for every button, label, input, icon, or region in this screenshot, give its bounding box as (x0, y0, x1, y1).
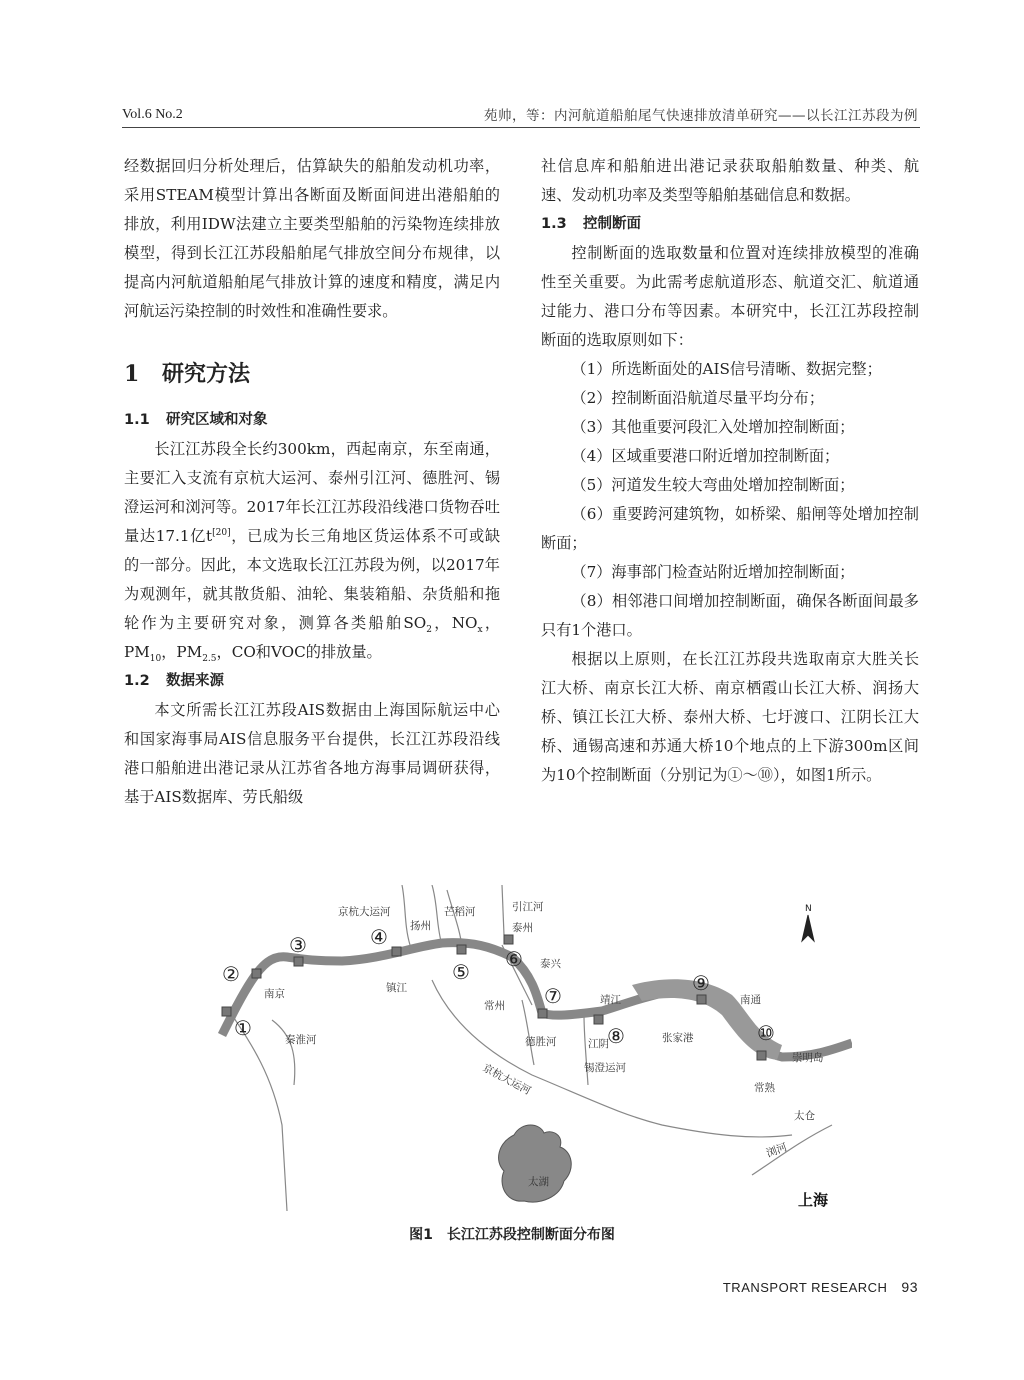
label-chongming: 崇明岛 (792, 1052, 824, 1064)
label-zhenjiang: 镇江 (386, 982, 407, 994)
list-item: （5）河道发生较大弯曲处增加控制断面； (571, 476, 855, 494)
section-label-3: ③ (289, 933, 307, 957)
label-taicang: 太仓 (794, 1110, 815, 1122)
section-label-9: ⑨ (692, 971, 710, 995)
section-heading (124, 356, 500, 392)
figure-caption: 图1 长江江苏段控制断面分布图 (409, 1227, 615, 1243)
label-liuhe: 浏河 (764, 1141, 789, 1160)
subscript: x (477, 625, 483, 636)
list-item: （3）其他重要河段汇入处增加控制断面； (571, 418, 855, 436)
label-yangzhou: 扬州 (410, 920, 431, 932)
citation: [20] (212, 527, 231, 538)
label-jinghang-bottom: 京杭大运河 (480, 1062, 533, 1098)
running-title: 苑帅，等：内河航道船舶尾气快速排放清单研究——以长江江苏段为例 (484, 108, 918, 124)
section-label-2: ② (222, 962, 240, 986)
label-zhangjiagang: 张家港 (662, 1032, 694, 1044)
subscript: 2 (426, 625, 432, 636)
subscript: 10 (149, 654, 162, 665)
list-item: （2）控制断面沿航道尽量平均分布； (571, 389, 825, 407)
label-shanghai: 上海 (798, 1191, 829, 1209)
label-mangdao: 芒稻河 (444, 906, 476, 918)
paragraph: 控制断面的选取数量和位置对连续排放模型的准确性至关重要。为此需考虑航道形态、航道交汇、航道通过能力、港口分布等因素。本研究中，长江江苏段控制断面的选取原则如下： (541, 244, 919, 349)
north-label: N (805, 904, 812, 914)
text-run: ，CO和VOC的排放量。 (216, 643, 382, 661)
list-item: （4）区域重要港口附近增加控制断面； (571, 447, 840, 465)
label-taixing: 泰兴 (540, 958, 561, 970)
label-yinjiang: 引江河 (512, 901, 544, 913)
paragraph: 社信息库和船舶进出港记录获取船舶数量、种类、航速、发动机功率及类型等船舶基础信息和数据。 (541, 157, 919, 204)
paragraph: 经数据回归分析处理后，估算缺失的船舶发动机功率，采用STEAM模型计算出各断面及断面间进出港船舶的排放，利用IDW法建立主要类型船舶的污染物连续排放模型，得到长江江苏段船舶尾气排放空间分布规律，以提高内河航道船舶尾气排放计算的速度和精度，满足内河航运污染控制的时效性和准确性要求。 (124, 157, 500, 320)
paragraph: 本文所需长江江苏段AIS数据由上海国际航运中心和国家海事局AIS信息服务平台提供，长江江苏段沿线港口船舶进出港记录从江苏省各地方海事局调研获得，基于AIS数据库、劳氏船级 (124, 701, 500, 806)
subsection-heading (541, 210, 919, 239)
subsection-heading (124, 406, 500, 435)
text-run: ，PM (124, 614, 501, 661)
label-jingjiang: 靖江 (600, 994, 621, 1006)
label-nantong: 南通 (740, 994, 761, 1006)
label-desheng: 德胜河 (525, 1036, 557, 1048)
subsection-number: 1.2 (124, 673, 150, 689)
list-item: （6）重要跨河建筑物，如桥梁、船闸等处增加控制断面； (541, 505, 919, 552)
list-item: （1）所选断面处的AIS信号清晰、数据完整； (571, 360, 882, 378)
subsection-heading (124, 667, 500, 696)
journal-volume: Vol.6 No.2 (122, 107, 183, 122)
label-taihu: 太湖 (528, 1176, 549, 1188)
section-label-5: ⑤ (452, 960, 470, 984)
figure-map (192, 885, 852, 1211)
label-xicheng: 锡澄运河 (584, 1062, 626, 1074)
label-jinghang-top: 京杭大运河 (338, 906, 391, 918)
text-run: ，已成为长三角地区货运体系不可或缺的一部分。因此，本文选取长江江苏段为例，以2017年为观测年，就其散货船、油轮、集装箱船、杂货船和拖轮作为主要研究对象，测算各类船舶SO (124, 527, 501, 632)
section-label-10: ⑩ (757, 1021, 775, 1045)
list-item: （7）海事部门检查站附近增加控制断面； (571, 563, 855, 581)
text-run: 长江江苏段全长约300km，西起南京，东至南通，主要汇入支流有京杭大运河、泰州引江河、德胜河、锡澄运河和浏河等。2017年长江江苏段沿线港口货物吞吐量达17.1亿t (124, 440, 500, 545)
label-taizhou: 泰州 (512, 922, 533, 934)
label-nanjing: 南京 (264, 988, 285, 1000)
paragraph: 根据以上原则，在长江江苏段共选取南京大胜关长江大桥、南京长江大桥、南京栖霞山长江大桥、润扬大桥、镇江长江大桥、泰州大桥、七圩渡口、江阴长江大桥、通锡高速和苏通大桥10个地点的上下游300m区间为10个控制断面（分别记为①～⑩），如图1所示。 (541, 650, 919, 784)
list-item: （8）相邻港口间增加控制断面，确保各断面间最多只有1个港口。 (541, 592, 919, 639)
subsection-number: 1.1 (124, 412, 150, 428)
header-rule (122, 127, 920, 128)
section-label-4: ④ (370, 925, 388, 949)
right-column (541, 152, 919, 790)
label-qinhuai: 秦淮河 (285, 1034, 317, 1046)
section-label-7: ⑦ (544, 984, 562, 1008)
footer (723, 1279, 918, 1295)
section-label-6: ⑥ (505, 947, 523, 971)
text-run: ，PM (161, 643, 203, 661)
subsection-number: 1.3 (541, 216, 567, 232)
subsection-title: 数据来源 (166, 673, 224, 689)
left-column (124, 152, 500, 812)
subsection-title: 研究区域和对象 (166, 412, 268, 428)
label-changzhou: 常州 (484, 1000, 505, 1012)
subscript: 2.5 (202, 654, 217, 665)
subsection-title: 控制断面 (583, 216, 641, 232)
text-run: ，NO (431, 614, 478, 632)
section-label-8: ⑧ (607, 1024, 625, 1048)
paragraph (124, 435, 500, 667)
label-changshu: 常熟 (754, 1082, 775, 1094)
section-number: 1 (124, 361, 140, 387)
page-number: 93 (901, 1279, 918, 1295)
journal-name-en: TRANSPORT RESEARCH (722, 1280, 888, 1295)
section-label-1: ① (234, 1016, 252, 1040)
label-jiangyin: 江阴 (588, 1038, 609, 1050)
section-title: 研究方法 (162, 361, 251, 387)
